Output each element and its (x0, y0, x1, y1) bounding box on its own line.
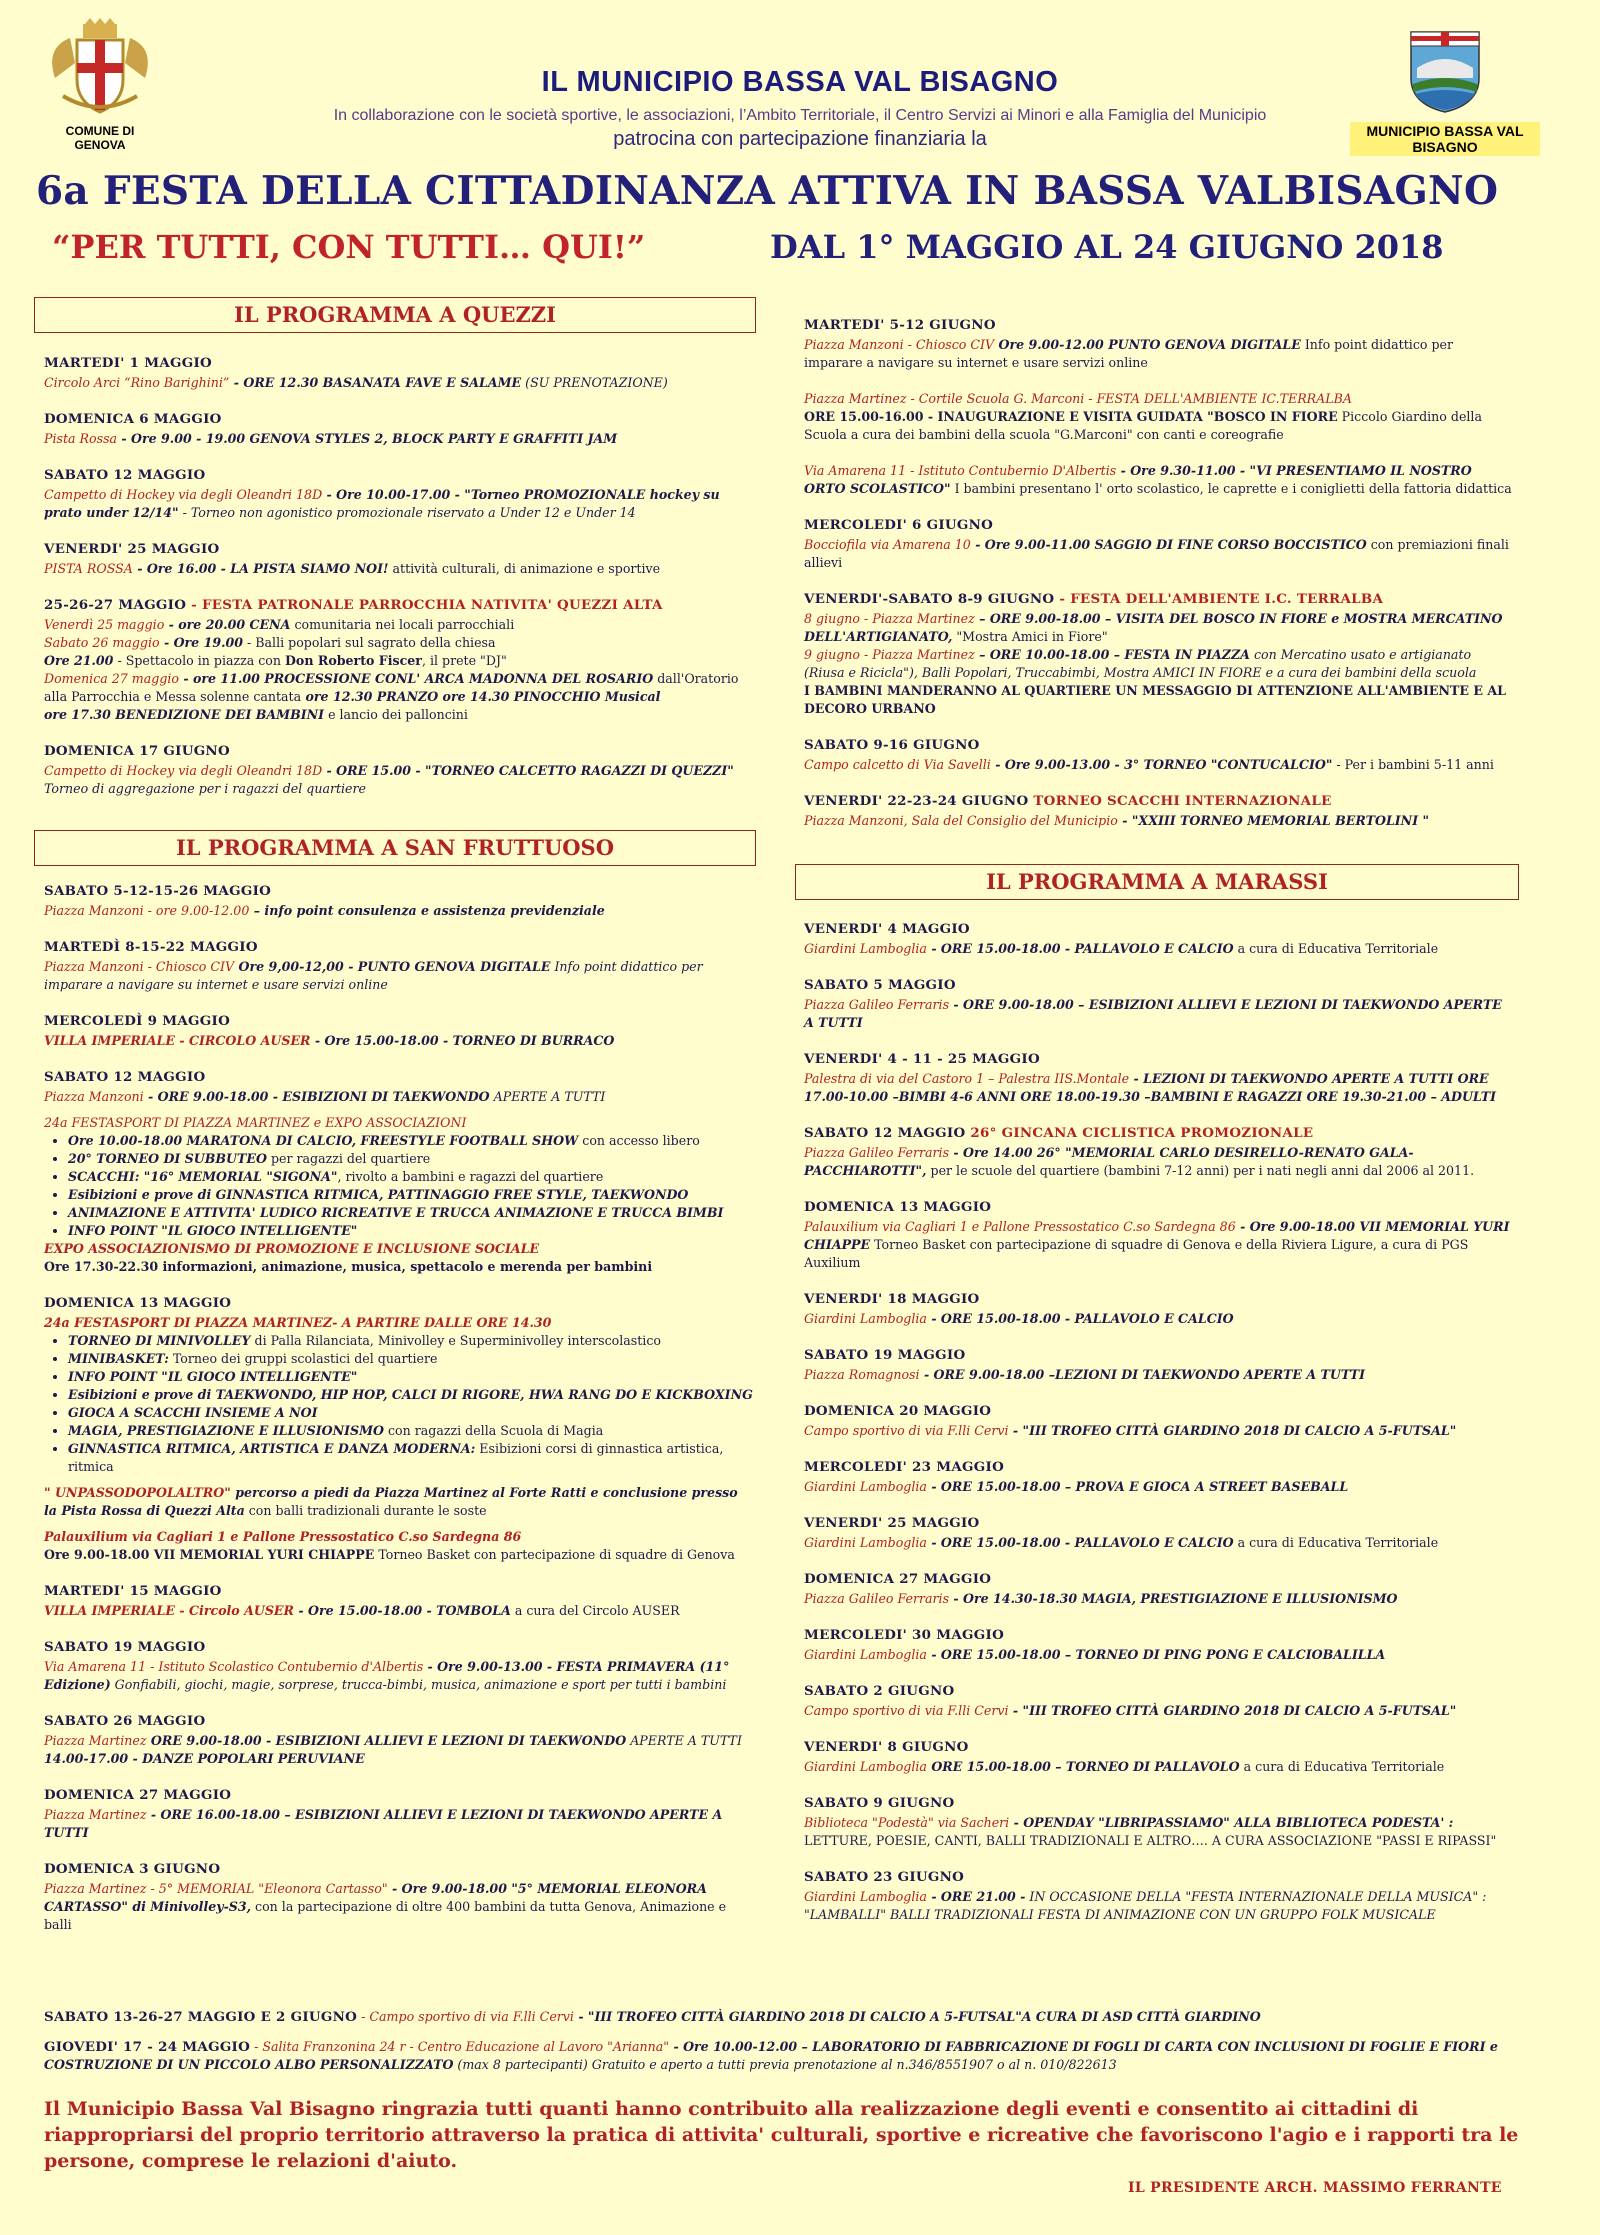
event-location: Campo sportivo di via F.lli Cervi (804, 1703, 1009, 1718)
festa-line: ore 17.30 BENEDIZIONE DEI BAMBINI (44, 707, 325, 722)
event-date: SABATO 2 GIUGNO (804, 1683, 955, 1699)
event-title: - "III TROFEO CITTÀ GIARDINO 2018 DI CALCIO A 5-FUTSAL"A CURA DI ASD CITTÀ GIARDINO (573, 2009, 1261, 2024)
event (804, 1458, 1514, 1496)
event-location: Piazza Galileo Ferraris (804, 997, 950, 1012)
event-note: con premiazioni finali allievi (804, 537, 1509, 570)
festa-line: ore 12.30 PRANZO (301, 689, 439, 704)
festa-line: e lancio dei palloncini (324, 707, 468, 722)
event-title: - ORE 15.00-18.00 - PALLAVOLO E CALCIO (926, 941, 1234, 956)
event-title: - Ore 15.00-18.00 - TORNEO DI BURRACO (310, 1033, 615, 1048)
event-date-text: VENERDI' 22-23-24 GIUGNO (804, 793, 1029, 809)
list-item (68, 1168, 754, 1186)
event-location: PISTA ROSSA (44, 561, 133, 576)
event-location: VILLA IMPERIALE - CIRCOLO AUSER (44, 1033, 311, 1048)
event-date: MERCOLEDÌ 9 MAGGIO (44, 1013, 231, 1029)
event-title: - Ore 14.00 26° "MEMORIAL CARLO DESIRELLO-RENATO GALA-PACCHIAROTTI", (804, 1145, 1414, 1178)
festa-line: - ore 20.00 CENA (164, 617, 291, 632)
president-signature: IL PRESIDENTE ARCH. MASSIMO FERRANTE (1128, 2180, 1502, 2196)
list-item-title: Ore 10.00-18.00 MARATONA DI CALCIO, FREESTYLE FOOTBALL SHOW (68, 1133, 579, 1148)
unpasso-title: " UNPASSODOPOLALTRO" (44, 1485, 231, 1500)
event-extra: 14.00-17.00 - DANZE POPOLARI PERUVIANE (44, 1751, 365, 1766)
event-festa-patronale (44, 596, 754, 724)
event-note: per le scuole del quartiere (bambini 7-12 anni) per i nati negli anni dal 2006 al 2011. (926, 1163, 1475, 1178)
event-note: I bambini presentano l' orto scolastico, le caprette e i coniglietti della fattoria didattica (950, 481, 1512, 496)
quezzi-program (44, 354, 754, 816)
event-location: Piazza Martinez - 5° MEMORIAL "Eleonora Cartasso" (44, 1881, 388, 1896)
festasport-list (44, 1332, 754, 1476)
event-title: - Ore 9.00-18.00 "5° MEMORIAL ELEONORA CARTASSO" di Minivolley-S3, (44, 1881, 707, 1914)
event-location: Piazza Manzoni - Chiosco CIV (44, 959, 235, 974)
section-marassi: IL PROGRAMMA A MARASSI (795, 864, 1519, 900)
event (44, 1638, 754, 1694)
event-location: Via Amarena 11 - Istituto Scolastico Contubernio d'Albertis (44, 1659, 424, 1674)
event (44, 354, 754, 392)
event-date: DOMENICA 17 GIUGNO (44, 743, 230, 759)
festasport-title: 24a FESTASPORT DI PIAZZA MARTINEZ e EXPO ASSOCIAZIONI (44, 1115, 467, 1130)
event-heading: 26° GINCANA CICLISTICA PROMOZIONALE (965, 1125, 1314, 1141)
right-logo-caption: MUNICIPIO BASSA VAL BISAGNO (1350, 122, 1540, 156)
list-item (68, 1386, 754, 1404)
festa-line: "Mostra Amici in Fiore" (952, 629, 1108, 644)
list-item-title: GINNASTICA RITMICA, ARTISTICA E DANZA MODERNA: (68, 1441, 476, 1456)
event (804, 1198, 1514, 1272)
festa-line: - Balli popolari sul sagrato della chiesa (243, 635, 496, 650)
event-domenica-13 (44, 1294, 754, 1476)
event-date (804, 1124, 1514, 1142)
list-item-title: ANIMAZIONE E ATTIVITA' LUDICO RICREATIVE E TRUCCA ANIMAZIONE E TRUCCA BIMBI (68, 1205, 724, 1220)
event-date: SABATO 19 MAGGIO (804, 1347, 966, 1363)
event-date: DOMENICA 6 MAGGIO (44, 411, 222, 427)
event-note: (max 8 partecipanti) Gratuito e aperto a tutti previa prenotazione al n.346/8551907 o al n. 010/822613 (453, 2057, 1117, 2072)
event-title: - ORE 15.00-18.00 - PALLAVOLO E CALCIO (926, 1311, 1234, 1326)
event-date: SABATO 5 MAGGIO (804, 977, 956, 993)
event-location: Palauxilium via Cagliari 1 e Pallone Pressostatico C.so Sardegna 86 (44, 1529, 522, 1544)
event-note: IN OCCASIONE DELLA "FESTA INTERNAZIONALE DELLA MUSICA" : "LAMBALLI" BALLI TRADIZIONALI FESTA DI ANIMAZIONE CON UN GRUPPO FOLK MUSICALE (804, 1889, 1487, 1922)
festa-line: Domenica 27 maggio (44, 671, 179, 686)
list-item (68, 1368, 754, 1386)
event-date: MARTEDÌ 8-15-22 MAGGIO (44, 939, 258, 955)
event-note: (SU PRENOTAZIONE) (521, 375, 668, 390)
event-date: VENERDI' 4 MAGGIO (804, 921, 970, 937)
event-title: - ORE 15.00-18.00 – TORNEO DI PING PONG E CALCIOBALILLA (926, 1647, 1386, 1662)
event-title: - Ore 9.00-11.00 SAGGIO DI FINE CORSO BOCCISTICO (970, 537, 1367, 552)
list-item-note: di Palla Rilanciata, Minivolley e Superminivolley interscolastico (250, 1333, 661, 1348)
unpasso-note: con balli tradizionali durante le soste (244, 1503, 487, 1518)
list-item-title: TORNEO DI MINIVOLLEY (68, 1333, 251, 1348)
event-location: Bocciofila via Amarena 10 (804, 537, 971, 552)
event-title: ORE 15.00-16.00 - INAUGURAZIONE E VISITA GUIDATA "BOSCO IN FIORE (804, 409, 1338, 424)
event-title: - ORE 9.00-18.00 - ESIBIZIONI DI TAEKWONDO (143, 1089, 490, 1104)
event-location: Piazza Romagnosi (804, 1367, 920, 1382)
event (804, 1514, 1514, 1552)
event-date: VENERDI' 18 MAGGIO (804, 1291, 980, 1307)
list-item-title: GIOCA A SCACCHI INSIEME A NOI (68, 1405, 318, 1420)
event-note: - Torneo non agonistico promozionale riservato a Under 12 e Under 14 (178, 505, 636, 520)
event (804, 1124, 1514, 1180)
event-heading: TORNEO SCACCHI INTERNAZIONALE (1028, 793, 1332, 809)
section-san-fruttuoso: IL PROGRAMMA A SAN FRUTTUOSO (34, 830, 756, 866)
event (804, 1346, 1514, 1384)
header-subtitle: In collaborazione con le società sportive, le associazioni, l’Ambito Territoriale, il Centro Servizi ai Minori e alla Famiglia del Municipio (333, 107, 1267, 124)
event-heading: - FESTA DELL'AMBIENTE I.C. TERRALBA (1054, 591, 1384, 607)
event-note: Gonfiabili, giochi, magie, sorprese, trucca-bimbi, musica, animazione e sport per tutti i bambini (110, 1677, 727, 1692)
header-subtitle-2: patrocina con partecipazione finanziaria la (613, 128, 987, 150)
list-item-title: 20° TORNEO DI SUBBUTEO (68, 1151, 267, 1166)
event-location: Piazza Galileo Ferraris (804, 1591, 950, 1606)
event (804, 1682, 1514, 1720)
event-date: VENERDI' 25 MAGGIO (44, 541, 220, 557)
event-title: - OPENDAY "LIBRIPASSIAMO" ALLA BIBLIOTECA PODESTA' : (1009, 1815, 1454, 1830)
event (804, 920, 1514, 958)
event-date: SABATO 12 MAGGIO (44, 1069, 206, 1085)
event-date: SABATO 5-12-15-26 MAGGIO (44, 883, 272, 899)
event (44, 938, 754, 994)
list-item (68, 1186, 754, 1204)
event (44, 1712, 754, 1768)
event (44, 466, 754, 522)
list-item-title: SCACCHI: "16° MEMORIAL "SIGONA" (68, 1169, 338, 1184)
festa-line: - Ore 19.00 (159, 635, 244, 650)
event (804, 316, 1514, 372)
section-quezzi: IL PROGRAMMA A QUEZZI (34, 297, 756, 333)
event-location: Giardini Lamboglia (804, 1535, 927, 1550)
event (44, 742, 754, 798)
san-fruttuoso-program (44, 882, 754, 1952)
event-location: Palauxilium via Cagliari 1 e Pallone Pressostatico C.so Sardegna 86 (804, 1219, 1236, 1234)
festa-line: - ore 11.00 PROCESSIONE CONL' ARCA MADONNA DEL ROSARIO (179, 671, 654, 686)
event-title: - Ore 14.30-18.30 MAGIA, PRESTIGIAZIONE E ILLUSIONISMO (949, 1591, 1398, 1606)
event-title: - ORE 9.00-18.00 –LEZIONI DI TAEKWONDO APERTE A TUTTI (919, 1367, 1366, 1382)
event-location: Campetto di Hockey via degli Oleandri 18D (44, 487, 323, 502)
list-item-title: Esibizioni e prove di GINNASTICA RITMICA, PATTINAGGIO FREE STYLE, TAEKWONDO (68, 1187, 689, 1202)
event (804, 1050, 1514, 1106)
marassi-program (804, 920, 1514, 1942)
event-location: Campetto di Hockey via degli Oleandri 18D (44, 763, 323, 778)
festa-line: – ORE 10.00-18.00 – FESTA IN PIAZZA (974, 647, 1250, 662)
festa-line: , il prete "DJ" (421, 653, 507, 668)
event (804, 736, 1514, 774)
event-date: SABATO 12 MAGGIO (44, 467, 206, 483)
event (804, 1794, 1514, 1850)
event-date-text: VENERDI'-SABATO 8-9 GIUGNO (804, 591, 1055, 607)
event-date-text: 25-26-27 MAGGIO (44, 597, 187, 613)
festa-line: dall'Oratorio alla Parrocchia e Messa solenne cantata (44, 671, 739, 704)
list-item (68, 1440, 754, 1476)
event-location: Piazza Manzoni - Chiosco CIV (804, 337, 995, 352)
event-date: MARTEDI' 1 MAGGIO (44, 355, 213, 371)
event-date: VENERDI' 25 MAGGIO (804, 1515, 980, 1531)
event-title: - ORE 15.00-18.00 - PALLAVOLO E CALCIO (926, 1535, 1234, 1550)
event-date: MERCOLEDI' 30 MAGGIO (804, 1627, 1005, 1643)
event-location: Piazza Martinez - Cortile Scuola G. Marconi - FESTA DELL'AMBIENTE IC.TERRALBA (804, 391, 1352, 406)
event-festasport (44, 1114, 754, 1276)
event-note: Piccolo Giardino della Scuola a cura dei bambini della scuola "G.Marconi" con canti e coreografie (804, 409, 1482, 442)
event-title: - Ore 10.00-12.00 – LABORATORIO DI FABBRICAZIONE DI FOGLI DI CARTA CON INCLUSIONI DI FOGLIE E FIORI e COSTRUZIONE DI UN PICCOLO ALBO PERSONALIZZATO (44, 2039, 1498, 2072)
event-title: Ore 9.00-18.00 VII MEMORIAL YURI CHIAPPE (44, 1547, 375, 1562)
event-location: Piazza Martinez (44, 1807, 147, 1822)
list-item-title: MINIBASKET: (68, 1351, 169, 1366)
list-item-note: con ragazzi della Scuola di Magia (384, 1423, 604, 1438)
festa-line: - Spettacolo in piazza con (113, 653, 286, 668)
festa-line: 9 giugno - Piazza Martinez (804, 647, 975, 662)
event-date: MARTEDI' 5-12 GIUGNO (804, 317, 996, 333)
event-date: VENERDI' 4 - 11 - 25 MAGGIO (804, 1051, 1040, 1067)
list-item-note: , rivolto a bambini e ragazzi del quartiere (337, 1169, 604, 1184)
festa-line: Venerdì 25 maggio (44, 617, 165, 632)
list-item (68, 1422, 754, 1440)
event-location: Campo sportivo di via F.lli Cervi (804, 1423, 1009, 1438)
event (804, 1570, 1514, 1608)
festa-line: ore 14.30 PINOCCHIO Musical (438, 689, 661, 704)
event-note: APERTE A TUTTI (489, 1089, 606, 1104)
festa-line: Don Roberto Fiscer (285, 653, 422, 668)
event (44, 1012, 754, 1050)
event-location: Piazza Martinez (44, 1733, 147, 1748)
event-note: a cura di Educativa Territoriale (1233, 941, 1439, 956)
event-title: - Ore 9.00-13.00 - 3° TORNEO "CONTUCALCIO" (990, 757, 1333, 772)
event (804, 1738, 1514, 1776)
event-date: DOMENICA 13 MAGGIO (44, 1295, 232, 1311)
event-title: - Ore 9.30-11.00 - "VI PRESENTIAMO IL NOSTRO ORTO SCOLASTICO" (804, 463, 1472, 496)
list-item-note: Torneo dei gruppi scolastici del quartiere (168, 1351, 438, 1366)
event (44, 1860, 754, 1934)
event-location: Giardini Lamboglia (804, 941, 927, 956)
event-date: SABATO 13-26-27 MAGGIO E 2 GIUGNO (44, 2009, 358, 2025)
event-date: SABATO 23 GIUGNO (804, 1869, 965, 1885)
list-item (68, 1332, 754, 1350)
event (804, 976, 1514, 1032)
festa-line: 8 giugno - Piazza Martinez (804, 611, 975, 626)
event-location: Giardini Lamboglia (804, 1889, 927, 1904)
event-title: Ore 9.00-12.00 PUNTO GENOVA DIGITALE (994, 337, 1301, 352)
event-title: - ORE 12.30 BASANATA FAVE E SALAME (229, 375, 522, 390)
event-location: Piazza Manzoni, Sala del Consiglio del Municipio (804, 813, 1118, 828)
right-program-top (804, 316, 1514, 848)
event (44, 540, 754, 578)
event-title: - Ore 10.00-17.00 - "Torneo PROMOZIONALE hockey su prato under 12/14" (44, 487, 720, 520)
event-title: - Ore 9.00 - 19.00 GENOVA STYLES 2, BLOCK PARTY E GRAFFITI JAM (117, 431, 618, 446)
festa-line: con Mercatino usato e artigianato (Riusa e Ricicla"), Balli Popolari, Truccabimbi, Mostra AMICI IN FIORE e a cura dei bambini della scuola (804, 647, 1477, 680)
event (804, 792, 1514, 830)
event (44, 1068, 754, 1106)
event-date (44, 596, 754, 614)
event (804, 1290, 1514, 1328)
list-item (68, 1222, 754, 1240)
event-note: Info point didattico per imparare a navigare su internet e usare servizi online (44, 959, 703, 992)
event-note: APERTE A TUTTI (626, 1733, 742, 1748)
event-location: Giardini Lamboglia (804, 1479, 927, 1494)
list-item-note: con accesso libero (578, 1133, 700, 1148)
event-location: Palestra di via del Castoro 1 – Palestra IIS.Montale (804, 1071, 1130, 1086)
event-title: - Ore 16.00 - LA PISTA SIAMO NOI! (132, 561, 389, 576)
header-title: IL MUNICIPIO BASSA VAL BISAGNO (541, 66, 1059, 98)
event (804, 462, 1514, 498)
event-location: Giardini Lamboglia (804, 1647, 927, 1662)
left-logo-caption: COMUNE DI GENOVA (65, 124, 135, 152)
event (804, 390, 1514, 444)
event-location: Piazza Galileo Ferraris (804, 1145, 950, 1160)
event-title: - ORE 16.00-18.00 – ESIBIZIONI ALLIEVI E LEZIONI DI TAEKWONDO APERTE A TUTTI (44, 1807, 723, 1840)
bottom-event (44, 2038, 1564, 2074)
list-item (68, 1150, 754, 1168)
event-note: Info point didattico per imparare a navigare su internet e usare servizi online (804, 337, 1453, 370)
event-date: DOMENICA 13 MAGGIO (804, 1199, 992, 1215)
event-note: Torneo Basket con partecipazione di squadre di Genova (374, 1547, 735, 1562)
event-title: - ORE 15.00 - "TORNEO CALCETTO RAGAZZI DI QUEZZI" (322, 763, 734, 778)
event-location: Biblioteca "Podestà" via Sacheri (804, 1815, 1010, 1830)
bottom-event (44, 2008, 1564, 2026)
event-date: SABATO 26 MAGGIO (44, 1713, 206, 1729)
festasport-list (44, 1132, 754, 1240)
event-title: ORE 9.00-18.00 - ESIBIZIONI ALLIEVI E LEZIONI DI TAEKWONDO (146, 1733, 627, 1748)
event (44, 1786, 754, 1842)
event (804, 1626, 1514, 1664)
event-title: - Ore 9.00-18.00 VII MEMORIAL YURI CHIAPPE (804, 1219, 1510, 1252)
event-date (804, 590, 1514, 608)
festival-dates: DAL 1° MAGGIO AL 24 GIUGNO 2018 (770, 228, 1444, 266)
event-location: Campo calcetto di Via Savelli (804, 757, 991, 772)
unpasso-text: percorso a piedi da Piazza Martinez al Forte Ratti e conclusione presso la Pista Rossa di Quezzi Alta (44, 1485, 738, 1518)
event (44, 882, 754, 920)
event-title: ORE 15.00-18.00 – TORNEO DI PALLAVOLO (926, 1759, 1240, 1774)
event (804, 516, 1514, 572)
event-title: - "XXIII TORNEO MEMORIAL BERTOLINI " (1117, 813, 1430, 828)
list-item-title: INFO POINT "IL GIOCO INTELLIGENTE" (68, 1369, 358, 1384)
event-title: - Ore 9.00-13.00 - FESTA PRIMAVERA (11° Edizione) (44, 1659, 730, 1692)
event-title: - ORE 15.00-18.00 – PROVA E GIOCA A STREET BASEBALL (926, 1479, 1349, 1494)
event-location: Circolo Arci “Rino Barighini” (44, 375, 230, 390)
event-date: MERCOLEDI' 6 GIUGNO (804, 517, 994, 533)
event-festa-ambiente (804, 590, 1514, 718)
festa-title: 6a FESTA DELLA CITTADINANZA ATTIVA IN BASSA VALBISAGNO (36, 168, 1499, 214)
event-date: DOMENICA 27 MAGGIO (44, 1787, 232, 1803)
event-location: - Campo sportivo di via F.lli Cervi (357, 2009, 574, 2024)
event-title: Ore 9,00-12,00 - PUNTO GENOVA DIGITALE (234, 959, 551, 974)
event-date: MARTEDI' 15 MAGGIO (44, 1583, 222, 1599)
event-title: - ORE 9.00-18.00 – ESIBIZIONI ALLIEVI E LEZIONI DI TAEKWONDO APERTE A TUTTI (804, 997, 1502, 1030)
event-note: a cura di Educativa Territoriale (1233, 1535, 1439, 1550)
festa-line: Ore 21.00 (44, 653, 114, 668)
list-item-note: Esibizioni corsi di ginnastica artistica, ritmica (68, 1441, 724, 1474)
event-date: DOMENICA 27 MAGGIO (804, 1571, 992, 1587)
event-location: Via Amarena 11 - Istituto Contubernio D'Albertis (804, 463, 1117, 478)
event-date: SABATO 9-16 GIUGNO (804, 737, 980, 753)
event-palauxilium (44, 1528, 754, 1564)
event-note: Torneo di aggregazione per i ragazzi del quartiere (44, 781, 366, 796)
event (44, 1582, 754, 1620)
event-location: Piazza Manzoni - ore 9.00-12.00 (44, 903, 250, 918)
event-title: - "III TROFEO CITTÀ GIARDINO 2018 DI CALCIO A 5-FUTSAL" (1008, 1423, 1457, 1438)
list-item-title: INFO POINT "IL GIOCO INTELLIGENTE" (68, 1223, 358, 1238)
event-note: a cura di Educativa Territoriale (1239, 1759, 1445, 1774)
event-unpasso (44, 1484, 754, 1520)
list-item (68, 1404, 754, 1422)
event-note: con la partecipazione di oltre 400 bambini da tutta Genova, Animazione e balli (44, 1899, 727, 1932)
festa-line: comunitaria nei locali parrocchiali (290, 617, 515, 632)
event-title: - Ore 15.00-18.00 - TOMBOLA (294, 1603, 511, 1618)
list-item-title: MAGIA, PRESTIGIAZIONE E ILLUSIONISMO (68, 1423, 384, 1438)
event-note: LETTURE, POESIE, CANTI, BALLI TRADIZIONALI E ALTRO…. A CURA ASSOCIAZIONE "PASSI E RIPASSI" (804, 1833, 1497, 1848)
event-location: - Salita Franzonina 24 r - Centro Educazione al Lavoro "Arianna" (250, 2039, 670, 2054)
event-date: DOMENICA 20 MAGGIO (804, 1403, 992, 1419)
event-location: Giardini Lamboglia (804, 1311, 927, 1326)
list-item-note: per ragazzi del quartiere (266, 1151, 431, 1166)
event-note: - Per i bambini 5-11 anni (1332, 757, 1494, 772)
event-heading: - FESTA PATRONALE PARROCCHIA NATIVITA' QUEZZI ALTA (186, 597, 663, 613)
event-date: VENERDI' 8 GIUGNO (804, 1739, 969, 1755)
event (804, 1868, 1514, 1924)
event-location: Piazza Manzoni (44, 1089, 144, 1104)
thanks-message: Il Municipio Bassa Val Bisagno ringrazia tutti quanti hanno contribuito alla realizzazione degli eventi e consentito ai cittadini di riappropriarsi del proprio territorio attraverso la pratica di attivita' culturali, sportive e ricreative che favoriscono l'agio e i rapporti tra le persone, comprese le relazioni d'aiuto. (44, 2098, 1519, 2172)
event (804, 1402, 1514, 1440)
event-title: – info point consulenza e assistenza previdenziale (249, 903, 605, 918)
event-title: - ORE 21.00 - (926, 1889, 1026, 1904)
expo-time: Ore 17.30-22.30 informazioni, animazione, musica, spettacolo e merenda per bambini (44, 1259, 653, 1274)
event-date: DOMENICA 3 GIUGNO (44, 1861, 221, 1877)
list-item-title: Esibizioni e prove di TAEKWONDO, HIP HOP, CALCI DI RIGORE, HWA RANG DO E KICKBOXING (68, 1387, 753, 1402)
event-date-text: SABATO 12 MAGGIO (804, 1125, 966, 1141)
event-location: VILLA IMPERIALE - Circolo AUSER (44, 1603, 294, 1618)
list-item (68, 1204, 754, 1222)
festa-line: – ORE 9.00-18.00 – VISITA DEL BOSCO IN FIORE e MOSTRA MERCATINO DELL'ARTIGIANATO, (804, 611, 1503, 644)
event-title: - "III TROFEO CITTÀ GIARDINO 2018 DI CALCIO A 5-FUTSAL" (1008, 1703, 1457, 1718)
slogan: “PER TUTTI, CON TUTTI… QUI!” (52, 228, 646, 266)
event-date: MERCOLEDI' 23 MAGGIO (804, 1459, 1005, 1475)
list-item (68, 1350, 754, 1368)
list-item (68, 1132, 754, 1150)
event-note: Torneo Basket con partecipazione di squadre di Genova e della Riviera Ligure, a cura di PGS Auxilium (804, 1237, 1469, 1270)
festa-line: Sabato 26 maggio (44, 635, 160, 650)
event-date: GIOVEDI' 17 - 24 MAGGIO (44, 2039, 251, 2055)
expo-title: EXPO ASSOCIAZIONISMO DI PROMOZIONE E INCLUSIONE SOCIALE (44, 1241, 540, 1256)
festa-line: I BAMBINI MANDERANNO AL QUARTIERE UN MESSAGGIO DI ATTENZIONE ALL'AMBIENTE E AL DECORO URBANO (804, 683, 1506, 716)
event-note: attività culturali, di animazione e sportive (388, 561, 661, 576)
event-date: SABATO 9 GIUGNO (804, 1795, 955, 1811)
event (44, 410, 754, 448)
bottom-events (44, 2008, 1564, 2074)
event-note: a cura del Circolo AUSER (510, 1603, 680, 1618)
event-date: SABATO 19 MAGGIO (44, 1639, 206, 1655)
event-location: Pista Rossa (44, 431, 118, 446)
event-date (804, 792, 1514, 810)
event-title: 24a FESTASPORT DI PIAZZA MARTINEZ- A PARTIRE DALLE ORE 14.30 (44, 1315, 552, 1330)
event-title: - LEZIONI DI TAEKWONDO APERTE A TUTTI ORE 17.00-10.00 –BIMBI 4-6 ANNI ORE 18.00-19.30 –BAMBINI E RAGAZZI ORE 19.30-21.00 – ADULTI (804, 1071, 1497, 1104)
event-location: Giardini Lamboglia (804, 1759, 927, 1774)
